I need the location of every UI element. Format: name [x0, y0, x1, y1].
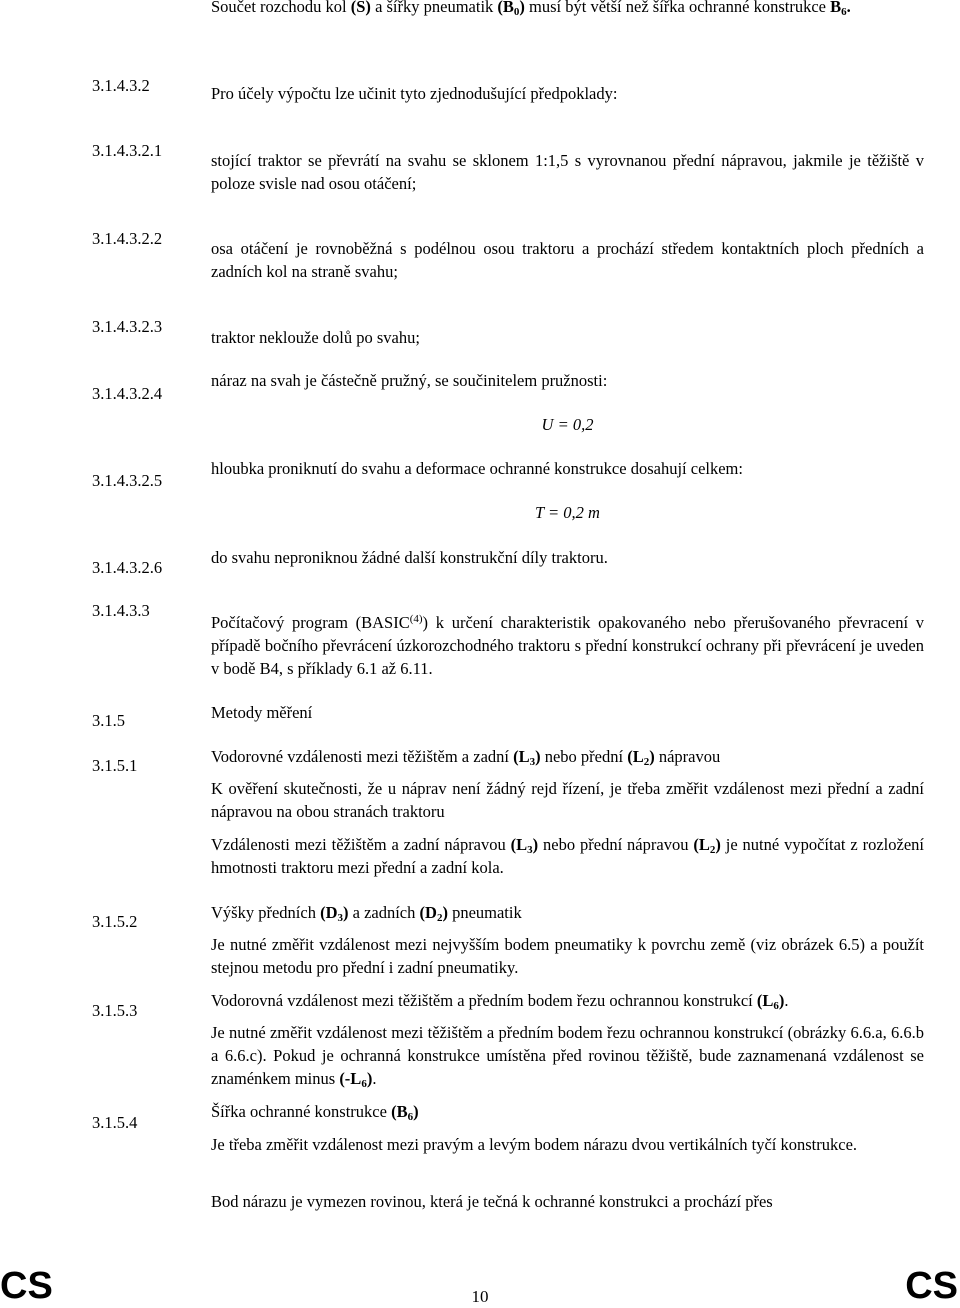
assumption-6: do svahu neproniknou žádné další konstrukční díly traktoru. — [211, 548, 608, 567]
assumption-1: stojící traktor se převrátí na svahu se sklonem 1:1,5 s vyrovnanou přední nápravou, jakmile je těžiště v poloze svisle nad osou otáčení; — [211, 151, 924, 193]
section-number: 3.1.4.3.2 — [92, 76, 150, 95]
s4-paragraph-2: Bod nárazu je vymezen rovinou, která je tečná k ochranné konstrukci a prochází přes — [211, 1192, 773, 1211]
section-number: 3.1.4.3.3 — [92, 601, 150, 620]
footer-language-right: CS — [905, 1265, 958, 1307]
s3-paragraph: Je nutné změřit vzdálenost mezi těžištěm a předním bodem řezu ochrannou konstrukcí (obrázky 6.6.a, 6.6.b a 6.6.c). Pokud je ochranná konstrukce umístěna před rovinou těžiště, bude zaznamenaná vzdálenost se znaménkem minus $(-L_6)$. — [211, 1023, 924, 1090]
s3-heading: Vodorovná vzdálenost mezi těžištěm a předním bodem řezu ochrannou konstrukcí $(L_6)$. — [211, 991, 789, 1012]
section-number: 3.1.4.3.2.4 — [92, 384, 163, 403]
assumption-5: hloubka proniknutí do svahu a deformace ochranné konstrukce dosahují celkem: — [211, 459, 743, 478]
formula-depth: T = 0,2 m — [535, 503, 600, 522]
footer-language-left: CS — [0, 1265, 53, 1307]
section-number: 3.1.5.4 — [92, 1113, 138, 1132]
assumption-3: traktor neklouže dolů po svahu; — [211, 328, 420, 347]
intro-paragraph: Součet rozchodu kol (S) a šířky pneumatik $(B_0)$ musí být větší než šířka ochranné konstrukce $B_6$. — [211, 0, 851, 18]
s1-paragraph-2: Vzdálenosti mezi těžištěm a zadní nápravou $(L_3)$ nebo přední nápravou $(L_2)$ je nutné vypočítat z rozložení hmotnosti traktoru mezi přední a zadní kola. — [211, 835, 924, 877]
s4-heading: Šířka ochranné konstrukce $(B_6)$ — [211, 1102, 419, 1123]
program-paragraph: Počítačový program (BASIC$^{(4)}$) k určení charakteristik opakovaného nebo přerušovaného převracení v případě bočního převrácení úzkorozchodného traktoru s přední konstrukcí ochrany při převrácení je uveden v bodě B4, s příklady 6.1 až 6.11. — [211, 613, 924, 678]
section-number: 3.1.5.1 — [92, 756, 138, 775]
page-number: 10 — [471, 1287, 489, 1306]
section-number: 3.1.4.3.2.2 — [92, 229, 163, 248]
section-number: 3.1.4.3.2.1 — [92, 141, 163, 160]
section-number: 3.1.4.3.2.6 — [92, 558, 163, 577]
s2-paragraph: Je nutné změřit vzdálenost mezi nejvyšším bodem pneumatiky k povrchu země (viz obrázek 6.5) a použít stejnou metodu pro přední i zadní pneumatiky. — [211, 935, 924, 977]
assumption-4: náraz na svah je částečně pružný, se součinitelem pružnosti: — [211, 371, 608, 390]
section-number: 3.1.5.2 — [92, 912, 138, 931]
formula-elasticity: U = 0,2 — [541, 415, 594, 434]
section-number: 3.1.5.3 — [92, 1001, 138, 1020]
assumptions-intro: Pro účely výpočtu lze učinit tyto zjednodušující předpoklady: — [211, 84, 618, 103]
s2-heading: Výšky předních $(D_3)$ a zadních $(D_2)$ pneumatik — [211, 903, 522, 924]
section-number: 3.1.4.3.2.3 — [92, 317, 163, 336]
measurement-methods-heading: Metody měření — [211, 703, 313, 722]
s1-heading: Vodorovné vzdálenosti mezi těžištěm a zadní $(L_3)$ nebo přední $(L_2)$ nápravou — [211, 747, 721, 768]
s1-paragraph-1: K ověření skutečnosti, že u náprav není žádný rejd řízení, je třeba změřit vzdálenost mezi přední a zadní nápravou na obou stranách traktoru — [211, 779, 924, 821]
section-number: 3.1.4.3.2.5 — [92, 471, 163, 490]
assumption-2: osa otáčení je rovnoběžná s podélnou osou traktoru a prochází středem kontaktních ploch předních a zadních kol na straně svahu; — [211, 239, 924, 281]
s4-paragraph-1: Je třeba změřit vzdálenost mezi pravým a levým bodem nárazu dvou vertikálních tyčí konstrukce. — [211, 1135, 858, 1154]
section-number: 3.1.5 — [92, 711, 125, 730]
